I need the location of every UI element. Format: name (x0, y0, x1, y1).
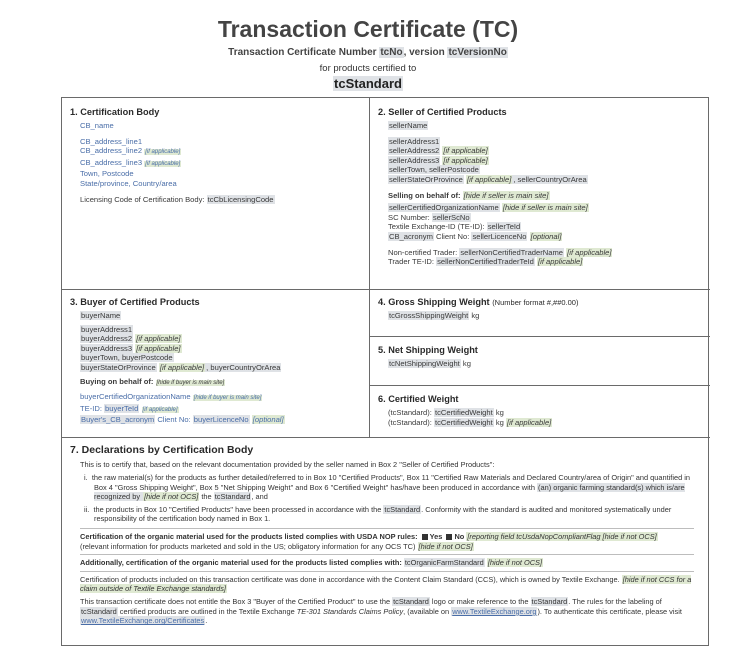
seller-state: sellerStateOrProvince [if applicable] , sellerCountryOrArea (389, 174, 587, 184)
declaration-item-ii: ii. the products in Box 10 "Certified Products" have been processed in accordance with the tcStandard. Conformity with the standard is audited and monitored systematically under responsibility of the certification body named in Box 1. (84, 504, 672, 524)
reporting-field-tag: [reporting field tcUsdaNopCompliantFlag [hide if not OCS] (467, 532, 657, 542)
certificate-number-line (0, 47, 736, 58)
box6-title: 6. Certified Weight (378, 394, 459, 404)
if-applicable-tag: [if applicable] (136, 334, 181, 344)
cb-address-line2: CB_address_line2 [if applicable] (80, 146, 181, 156)
usda-relevant-info: (relevant information for products marketed and sold in the US; obligatory information for any OCS TC) [hide if not OCS] (80, 541, 473, 551)
seller-te-id: Textile Exchange-ID (TE-ID): sellerTeId (388, 222, 521, 232)
if-applicable-tag: [if applicable] (142, 406, 178, 413)
tc-version: tcVersionNo (448, 47, 507, 58)
version-label: , version (403, 47, 448, 58)
seller-sc-number: SC Number: sellerScNo (388, 212, 470, 222)
trader-te-id: Trader TE-ID: sellerNonCertifiedTraderTeId [if applicable] (388, 257, 583, 267)
box-gross-weight (370, 290, 710, 337)
cb-address-line1: CB_address_line1 (80, 136, 143, 146)
tc-number: tcNo (380, 47, 403, 58)
buying-on-behalf: Buying on behalf of: [hide if buyer is main site] (80, 376, 225, 386)
box-certified-weight (370, 386, 710, 438)
final-statement: This transaction certificate does not entitle the Box 3 "Buyer of the Certified Product" to use the tcStandard logo or make reference to the tcStandard. The rules for the labeling of tcStandard certified products are outlined in the Textile Exchange TE-301 Standards Claims Policy, (available on www.TextileExchange.org). To authenticate this certificate, please visit www.TextileExchange.org/Certificates. (80, 597, 682, 626)
cb-state: State/province, Country/area (80, 178, 177, 188)
seller-address2: sellerAddress2 [if applicable] (389, 146, 488, 156)
licensing-code-value: tcCbLicensingCode (207, 194, 274, 204)
box5-title: 5. Net Shipping Weight (378, 345, 478, 355)
textile-exchange-link[interactable]: www.TextileExchange.org (452, 606, 537, 616)
box4-title: 4. Gross Shipping Weight (Number format #,##0.00) (378, 297, 579, 307)
hide-if-not-ccs-tag: [hide if not CCS for a claim outside of Textile Exchange standards] (80, 574, 692, 594)
declaration-intro: This is to certify that, based on the relevant documentation provided by the seller named in Box 2 "Seller of Certified Products": (80, 460, 495, 469)
selling-on-behalf: Selling on behalf of: [hide if seller is main site] (388, 190, 549, 200)
seller-client-no: CB_acronym Client No: sellerLicenceNo [optional] (389, 231, 562, 241)
box3-title: 3. Buyer of Certified Products (70, 297, 200, 307)
box-declarations (62, 438, 710, 647)
seller-address3: sellerAddress3 [if applicable] (389, 155, 488, 165)
non-certified-trader: Non-certified Trader: sellerNonCertifiedTraderName [if applicable] (388, 247, 612, 257)
standard-name (0, 76, 736, 91)
buyer-name: buyerName (81, 311, 121, 320)
box-certification-body (62, 98, 370, 290)
usda-nop-statement: Certification of the organic material used for the products listed complies with USDA NOP rules: Yes No [reporting field tcUsdaNopCompliantFlag [hide if not OCS] (80, 532, 657, 542)
if-applicable-tag: [if applicable] (567, 247, 612, 257)
buyer-address3: buyerAddress3 [if applicable] (81, 343, 181, 353)
buyer-address1: buyerAddress1 (81, 324, 133, 334)
claims-policy: TE-301 Standards Claims Policy (296, 606, 404, 616)
cert-number-label: Transaction Certificate Number (228, 47, 380, 58)
buyer-town: buyerTown, buyerPostcode (81, 353, 173, 363)
if-applicable-tag: [if applicable] (136, 343, 181, 353)
standard-value: tcStandard (334, 76, 402, 91)
for-products-line: for products certified to (319, 63, 417, 74)
no-label: No (454, 532, 465, 542)
box-net-weight (370, 337, 710, 386)
box-buyer (62, 290, 370, 438)
net-weight-value: tcNetShippingWeight kg (389, 359, 471, 368)
box2-title: 2. Seller of Certified Products (378, 107, 507, 117)
gross-weight-value: tcGrossShippingWeight kg (389, 311, 480, 320)
if-applicable-tag: [if applicable] (466, 174, 512, 184)
document-title: Transaction Certificate (TC) (217, 16, 519, 42)
hide-if-main-tag: [hide if seller is main site] (502, 203, 588, 213)
hide-if-not-ocs-tag: [hide if not OCS] (487, 558, 543, 568)
cb-town: Town, Postcode (80, 169, 134, 179)
cb-address-line3: CB_address_line3 [if applicable] (80, 157, 181, 167)
additional-standard-statement: Additionally, certification of the organic material used for the products listed complies with: tcOrganicFarmStandard [hide if not OCS] (80, 558, 543, 568)
certified-weight-1: (tcStandard): tcCertifiedWeight kg (388, 408, 504, 417)
if-applicable-tag: [if applicable] (506, 417, 552, 427)
buyer-address2: buyerAddress2 [if applicable] (81, 334, 181, 344)
hide-if-not-ocs-tag: [hide if not OCS] (144, 492, 199, 502)
ccs-statement: Certification of products included on this transaction certificate was done in accordance with the Content Claim Standard (CCS), which is owned by Textile Exchange. [hide if not CCS for a claim outside of Textile Exchange standards] (80, 574, 692, 594)
hide-if-main-tag: [hide if buyer is main site] (193, 395, 262, 402)
certified-weight-2: (tcStandard): tcCertifiedWeight kg [if applicable] (388, 417, 552, 427)
cb-name: CB_name (80, 121, 114, 130)
declaration-item-i: i. the raw material(s) for the products as further detailed/referred to in Box 10 "Certified Products", Box 11 "Certified Raw Materials and Declared Country/area of Origin" and quantified in Box 4 "Gross Shipping Weight", Box 5 "Net Shipping Weight" and Box 6 "Certified Weight" has/have been produced in accordance with (an) organic farming standard(s) which is/are recognized by [hide if not OCS] the tcStandard, and (84, 473, 691, 502)
optional-tag: [optional] (252, 415, 284, 425)
optional-tag: [optional] (530, 231, 562, 241)
if-applicable-tag: [if applicable] (159, 362, 205, 372)
number-format-note: (Number format #,##0.00) (492, 298, 579, 307)
buyer-state: buyerStateOrProvince [if applicable] , buyerCountryOrArea (81, 362, 281, 372)
buyer-te-id: TE-ID: buyerTeId [if applicable] (80, 403, 178, 413)
hide-if-main-tag: [hide if buyer is main site] (156, 379, 225, 386)
certificate-grid (61, 97, 709, 646)
if-applicable-tag: [if applicable] (443, 146, 488, 156)
yes-checkbox (422, 534, 428, 540)
if-applicable-tag: [if applicable] (145, 149, 181, 156)
box-seller (370, 98, 710, 290)
seller-town: sellerTown, sellerPostcode (389, 165, 479, 175)
buyer-org-name: buyerCertifiedOrganizationName [hide if buyer is main site] (80, 392, 262, 402)
box7-title: 7. Declarations by Certification Body (70, 444, 254, 456)
yes-label: Yes (429, 532, 443, 542)
buyer-client-no: Buyer's_CB_acronym Client No: buyerLicenceNo [optional] (81, 415, 284, 425)
seller-org-name: sellerCertifiedOrganizationName [hide if seller is main site] (389, 203, 588, 213)
cb-licensing-code: Licensing Code of Certification Body: tcCbLicensingCode (80, 194, 274, 204)
no-checkbox (446, 534, 452, 540)
if-applicable-tag: [if applicable] (443, 155, 488, 165)
certificates-link[interactable]: www.TextileExchange.org/Certificates (81, 616, 205, 626)
hide-if-main-tag: [hide if seller is main site] (463, 190, 549, 200)
if-applicable-tag: [if applicable] (538, 257, 583, 267)
if-applicable-tag: [if applicable] (145, 160, 181, 167)
seller-address1: sellerAddress1 (389, 136, 440, 146)
hide-if-not-ocs-tag: [hide if not OCS] (418, 541, 473, 551)
seller-name: sellerName (389, 121, 428, 130)
box1-title: 1. Certification Body (70, 107, 160, 117)
